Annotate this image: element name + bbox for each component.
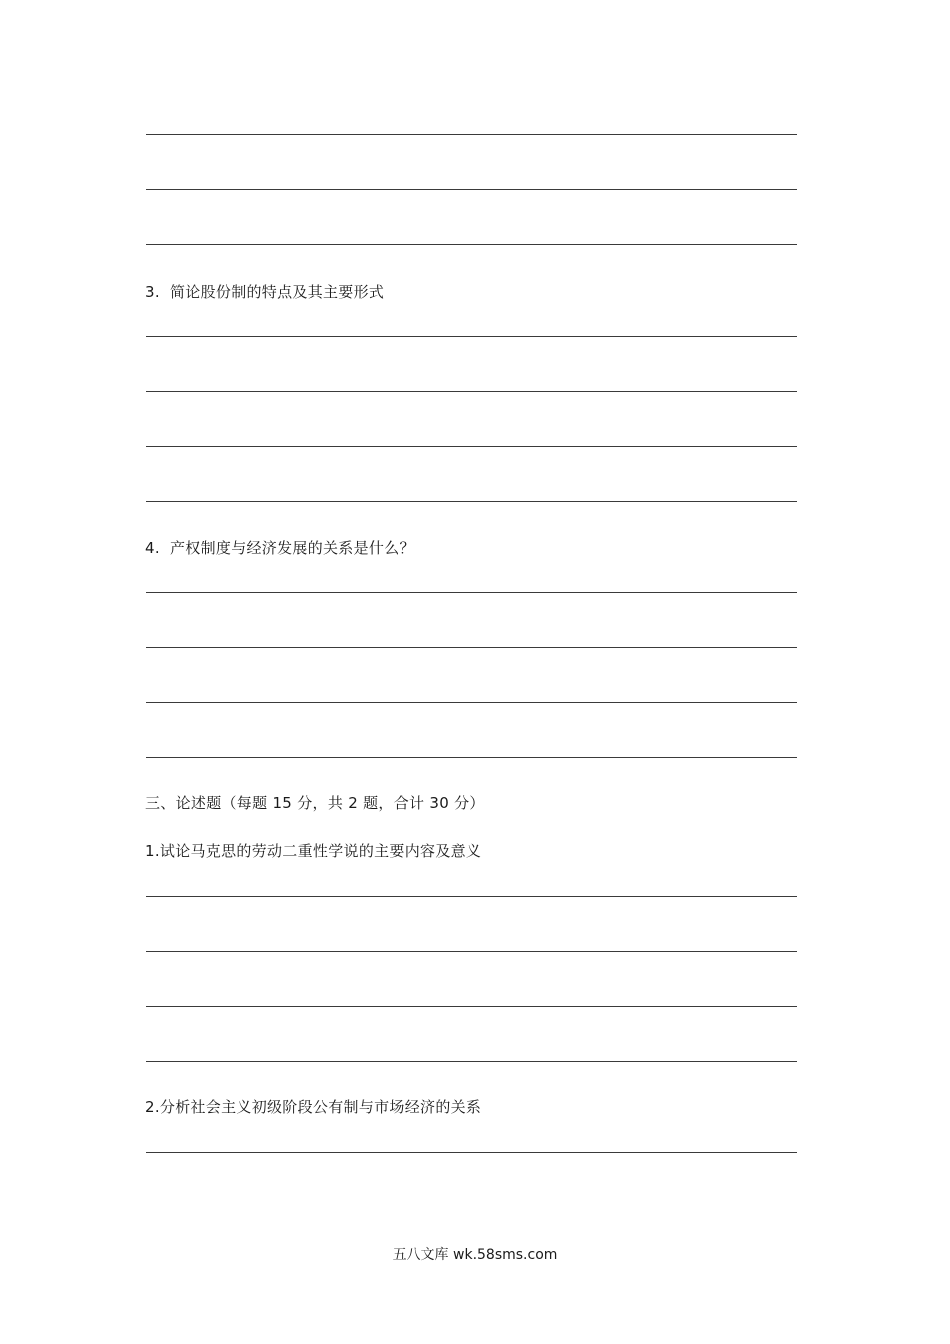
answer-line — [146, 1152, 797, 1153]
answer-line — [146, 592, 797, 593]
answer-line — [146, 446, 797, 447]
essay-question-1: 1.试论马克思的劳动二重性学说的主要内容及意义 — [145, 842, 482, 860]
answer-line — [146, 951, 797, 952]
answer-line — [146, 757, 797, 758]
question-text: 产权制度与经济发展的关系是什么？ — [170, 539, 415, 557]
answer-line — [146, 501, 797, 502]
question-3 — [145, 282, 384, 302]
answer-line — [146, 244, 797, 245]
answer-line — [146, 189, 797, 190]
question-number: 4. — [145, 539, 160, 557]
footer-watermark: 五八文库 wk.58sms.com — [392, 1247, 558, 1263]
question-4 — [145, 538, 415, 558]
question-text: 简论股份制的特点及其主要形式 — [170, 283, 385, 301]
answer-line — [146, 1006, 797, 1007]
essay-question-2: 2.分析社会主义初级阶段公有制与市场经济的关系 — [145, 1098, 482, 1116]
answer-line — [146, 134, 797, 135]
answer-line — [146, 896, 797, 897]
answer-line — [146, 647, 797, 648]
answer-line — [146, 702, 797, 703]
answer-line — [146, 1061, 797, 1062]
answer-line — [146, 336, 797, 337]
question-number: 3. — [145, 283, 160, 301]
section-heading: 三、论述题（每题 15 分，共 2 题，合计 30 分） — [145, 794, 485, 812]
answer-line — [146, 391, 797, 392]
